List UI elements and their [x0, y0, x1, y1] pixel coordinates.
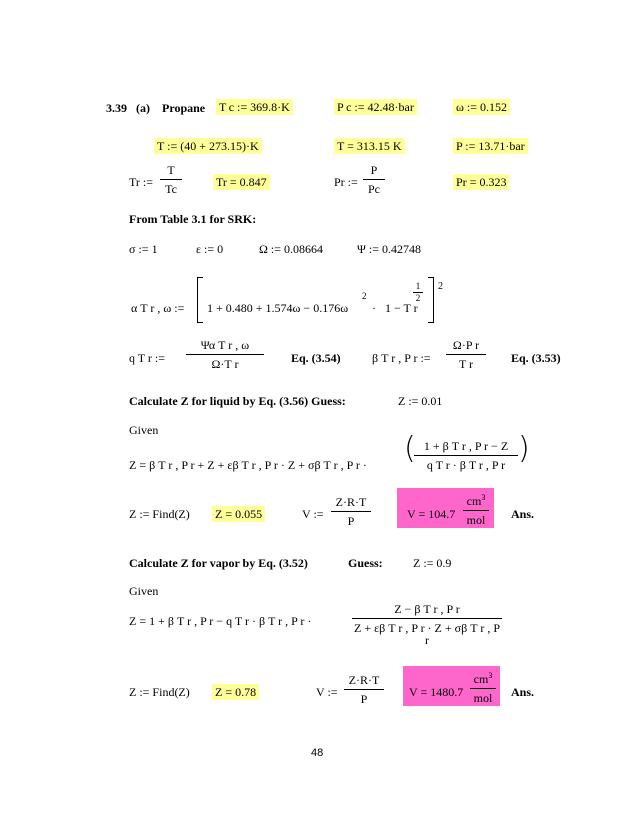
vapor-volume-result: V = 1480.7	[409, 685, 464, 699]
liquid-right-paren: )	[518, 431, 530, 466]
alpha-tail: 1 − T r	[385, 301, 418, 315]
vapor-unit-exp: 3	[488, 671, 493, 680]
reduced-pressure-lhs: Pr :=	[334, 175, 358, 189]
q-fraction	[186, 339, 264, 370]
beta-denominator: T r	[458, 357, 474, 371]
vapor-volume-result-box	[403, 666, 500, 706]
pressure-def: P := 13.71·bar	[453, 138, 528, 154]
vapor-volume-numerator: Z·R·T	[348, 673, 380, 687]
page-number: 48	[311, 747, 324, 759]
alpha-right-bracket	[428, 277, 434, 323]
reduced-temp-denominator: Tc	[165, 182, 177, 196]
liquid-equation-lhs: Z = β T r , P r + Z + εβ T r , P r · Z + σβ T r , P r ·	[129, 458, 367, 472]
liquid-volume-result-box	[397, 488, 494, 528]
liquid-volume-result: V = 104.7	[407, 507, 456, 521]
liquid-eq-numerator: 1 + β T r , P r − Z	[423, 439, 509, 453]
vapor-unit-mol: mol	[473, 691, 493, 705]
liquid-volume-denominator: P	[347, 514, 355, 528]
omega-square-exponent: 2	[362, 291, 367, 301]
acentric-factor: ω := 0.152	[453, 99, 510, 115]
liquid-eq-denominator: q T r · β T r , P r	[426, 458, 506, 472]
liquid-unit-cm: cm	[466, 494, 482, 508]
vapor-volume-fraction	[344, 674, 384, 705]
half-den: 2	[415, 293, 421, 303]
reduced-pressure-result: Pr = 0.323	[453, 174, 509, 190]
omega-constant-def: Ω := 0.08664	[259, 242, 324, 256]
alpha-dot: ·	[372, 301, 376, 315]
liquid-equation-fraction	[414, 440, 518, 471]
liquid-unit-mol: mol	[466, 513, 486, 527]
problem-number: 3.39	[106, 101, 127, 115]
alpha-outer-exponent: 2	[438, 281, 443, 292]
beta-lhs: β T r , P r :=	[372, 351, 431, 365]
reduced-pressure-denominator: Pc	[368, 182, 380, 196]
reduced-temp-numerator: T	[167, 163, 175, 177]
vapor-find: Z := Find(Z)	[129, 685, 190, 699]
q-numerator: Ψα T r , ω	[200, 338, 250, 352]
sigma-def: σ := 1	[129, 242, 158, 256]
srk-heading: From Table 3.1 for SRK:	[129, 212, 257, 226]
epsilon-def: ε := 0	[196, 242, 224, 256]
reduced-pressure-numerator: P	[370, 163, 378, 177]
half-num: 1	[415, 281, 421, 291]
q-denominator: Ω·T r	[211, 357, 239, 371]
liquid-given: Given	[129, 423, 159, 437]
beta-fraction	[446, 339, 486, 370]
liquid-answer-label: Ans.	[511, 507, 535, 521]
eq-354-label: Eq. (3.54)	[291, 351, 341, 365]
liquid-heading: Calculate Z for liquid by Eq. (3.56) Guess:	[129, 394, 346, 408]
vapor-eq-numerator: Z − β T r , P r	[394, 602, 460, 616]
critical-pressure: P c := 42.48·bar	[334, 99, 417, 115]
half-exponent	[413, 282, 423, 303]
psi-def: Ψ := 0.42748	[357, 242, 421, 256]
temperature-result: T = 313.15 K	[334, 138, 405, 154]
beta-numerator: Ω·P r	[452, 338, 480, 352]
substance-name: Propane	[162, 101, 206, 115]
liquid-volume-unit	[463, 495, 489, 526]
reduced-pressure-fraction	[363, 164, 385, 195]
vapor-eq-denominator: Z + εβ T r , P r · Z + σβ T r , P r	[353, 621, 501, 647]
vapor-unit-cm: cm	[473, 672, 489, 686]
vapor-guess: Z := 0.9	[413, 556, 452, 570]
liquid-volume-lhs: V :=	[302, 507, 324, 521]
reduced-temp-fraction	[160, 164, 182, 195]
liquid-volume-fraction	[331, 496, 371, 527]
liquid-z-result: Z = 0.055	[212, 506, 265, 522]
vapor-guess-label: Guess:	[348, 556, 383, 570]
vapor-heading: Calculate Z for vapor by Eq. (3.52)	[129, 556, 308, 570]
critical-temperature: T c := 369.8·K	[216, 99, 293, 115]
alpha-inner: 1 + 0.480 + 1.574ω − 0.176ω	[207, 301, 349, 315]
liquid-left-paren: (	[404, 431, 416, 466]
liquid-guess: Z := 0.01	[398, 394, 443, 408]
alpha-left-bracket	[197, 277, 203, 323]
eq-353-label: Eq. (3.53)	[511, 351, 561, 365]
vapor-equation-lhs: Z = 1 + β T r , P r − q T r · β T r , P r ·	[129, 614, 312, 628]
liquid-unit-exp: 3	[481, 493, 486, 502]
vapor-given: Given	[129, 584, 159, 598]
vapor-volume-lhs: V :=	[316, 685, 338, 699]
vapor-z-result: Z = 0.78	[212, 684, 259, 700]
liquid-volume-numerator: Z·R·T	[335, 495, 367, 509]
vapor-equation-fraction	[352, 603, 502, 646]
temperature-def: T := (40 + 273.15)·K	[154, 138, 262, 154]
q-lhs: q T r :=	[129, 351, 165, 365]
vapor-volume-denominator: P	[360, 692, 368, 706]
reduced-temp-result: Tr = 0.847	[213, 174, 270, 190]
reduced-temp-lhs: Tr :=	[129, 175, 154, 189]
problem-part: (a)	[136, 101, 150, 115]
alpha-lhs: α T r , ω :=	[131, 301, 185, 315]
vapor-answer-label: Ans.	[511, 685, 535, 699]
liquid-find: Z := Find(Z)	[129, 507, 190, 521]
vapor-volume-unit	[470, 673, 496, 704]
